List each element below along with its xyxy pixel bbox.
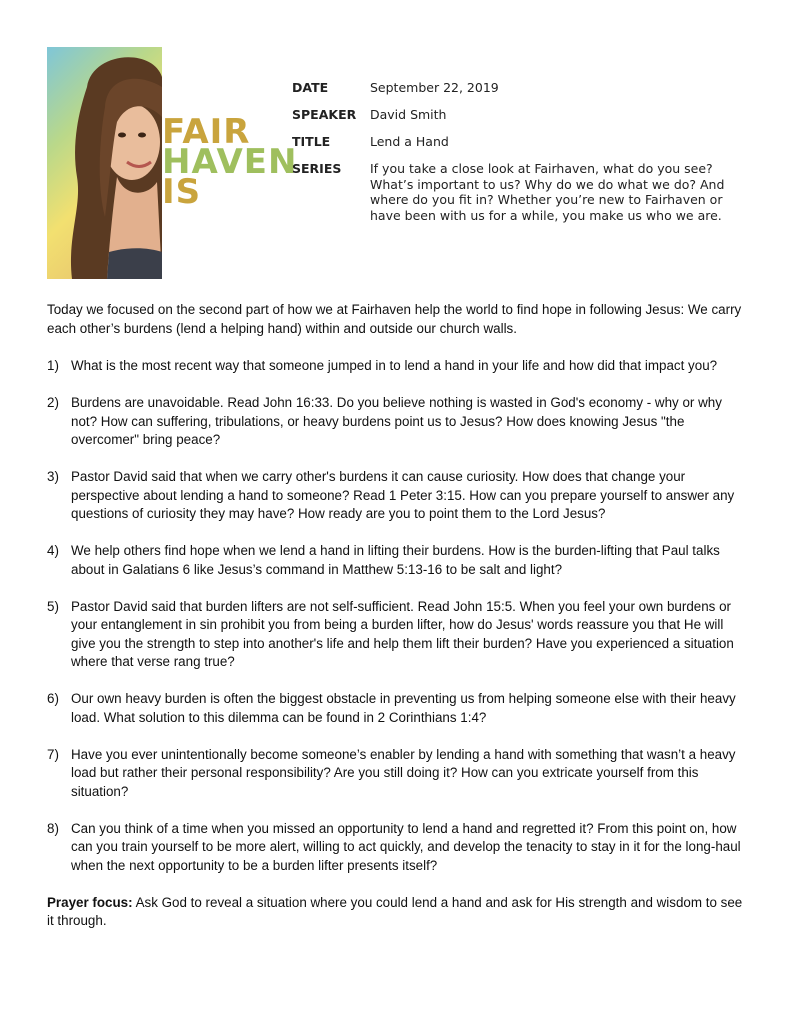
question-number: 7) [47, 746, 59, 762]
question-number: 6) [47, 691, 59, 706]
series-logo-text [162, 112, 298, 212]
intro-paragraph: Today we focused on the second part of how we at Fairhaven help the world to find hope in following Jesus: We carry each other’s burdens (lend a helping hand) within and outside our church walls. [47, 302, 742, 336]
question-text: Burdens are unavoidable. Read John 16:33. Do you believe nothing is wasted in God's economy - why or why not? How can suffering, tribulations, or heavy burdens point us to Jesus? How does knowing Jesus "the overcomer" bring peace? [71, 395, 722, 447]
speaker-label: SPEAKER [292, 107, 357, 122]
question-item [47, 394, 747, 450]
speaker-row [292, 107, 742, 123]
title-row [292, 134, 742, 150]
question-text: Our own heavy burden is often the biggest obstacle in preventing us from helping someone else with their heavy load. What solution to this dilemma can be found in 2 Corinthians 1:4? [71, 691, 736, 725]
question-item [47, 357, 747, 376]
date-value: September 22, 2019 [370, 80, 499, 95]
prayer-focus-label: Prayer focus: [47, 894, 133, 910]
prayer-focus-text: Ask God to reveal a situation where you could lend a hand and ask for His strength and wisdom to see it through. [47, 894, 743, 928]
woman-portrait-illustration [47, 47, 162, 279]
title-label: TITLE [292, 134, 331, 149]
question-text: We help others find hope when we lend a hand in lifting their burdens. How is the burden-lifting that Paul talks about in Galatians 6 like Jesus’s command in Matthew 5:13-16 to be salt and light? [71, 543, 720, 577]
date-label: DATE [292, 80, 329, 95]
question-item [47, 598, 747, 672]
question-item [47, 542, 747, 579]
date-row [292, 80, 742, 96]
title-value: Lend a Hand [370, 134, 449, 149]
question-item [47, 690, 747, 727]
question-item [47, 820, 747, 876]
logo-line-1: FAIR [162, 112, 251, 152]
series-row [292, 161, 742, 223]
question-text: Pastor David said that burden lifters are not self-sufficient. Read John 15:5. When you feel your own burdens or your entanglement in sin prohibit you from being a burden lifter, how do Jesus' words reassure you that He will give you the strength to step into another's life and help them lift their burden? Have you experienced a situation where that verse rang true? [71, 598, 734, 669]
prayer-focus [47, 894, 747, 931]
question-text: Can you think of a time when you missed an opportunity to lend a hand and regretted it? From this point on, how can you train yourself to be more alert, willing to act quickly, and develop the tenacity to stay in it for the long-haul when the next opportunity to be a burden lifter presents itself? [71, 820, 741, 873]
discussion-guide [47, 301, 747, 931]
question-number: 4) [47, 543, 59, 558]
question-text: What is the most recent way that someone jumped in to lend a hand in your life and how did that impact you? [71, 358, 718, 373]
question-text: Pastor David said that when we carry other's burdens it can cause curiosity. How does that change your perspective about lending a hand to someone? Read 1 Peter 3:15. How can you prepare yourself to answer any questions of curiosity they may have? How ready are you to point them to the Lord Jesus? [71, 469, 735, 521]
question-text: Have you ever unintentionally become someone’s enabler by lending a hand with something that wasn’t a heavy load but rather their personal responsibility? Are you still doing it? How can you extricate yourself from this situation? [71, 746, 736, 799]
question-item [47, 468, 747, 524]
question-number: 2) [47, 395, 59, 410]
question-number: 3) [47, 469, 59, 484]
series-label: SERIES [292, 161, 342, 176]
question-number: 5) [47, 598, 59, 614]
question-number: 8) [47, 820, 59, 836]
logo-line-2: HAVEN [162, 142, 298, 182]
question-number: 1) [47, 358, 59, 373]
series-banner-image [47, 47, 162, 279]
sermon-metadata [292, 80, 742, 234]
series-value: If you take a close look at Fairhaven, what do you see? What’s important to us? Why do we do what we do? And where do you fit in? Whether you’re new to Fairhaven or have been with us for a while, you make us who we are. [370, 161, 725, 223]
logo-line-3: IS [162, 172, 202, 212]
question-item [47, 746, 747, 802]
speaker-value: David Smith [370, 107, 447, 122]
